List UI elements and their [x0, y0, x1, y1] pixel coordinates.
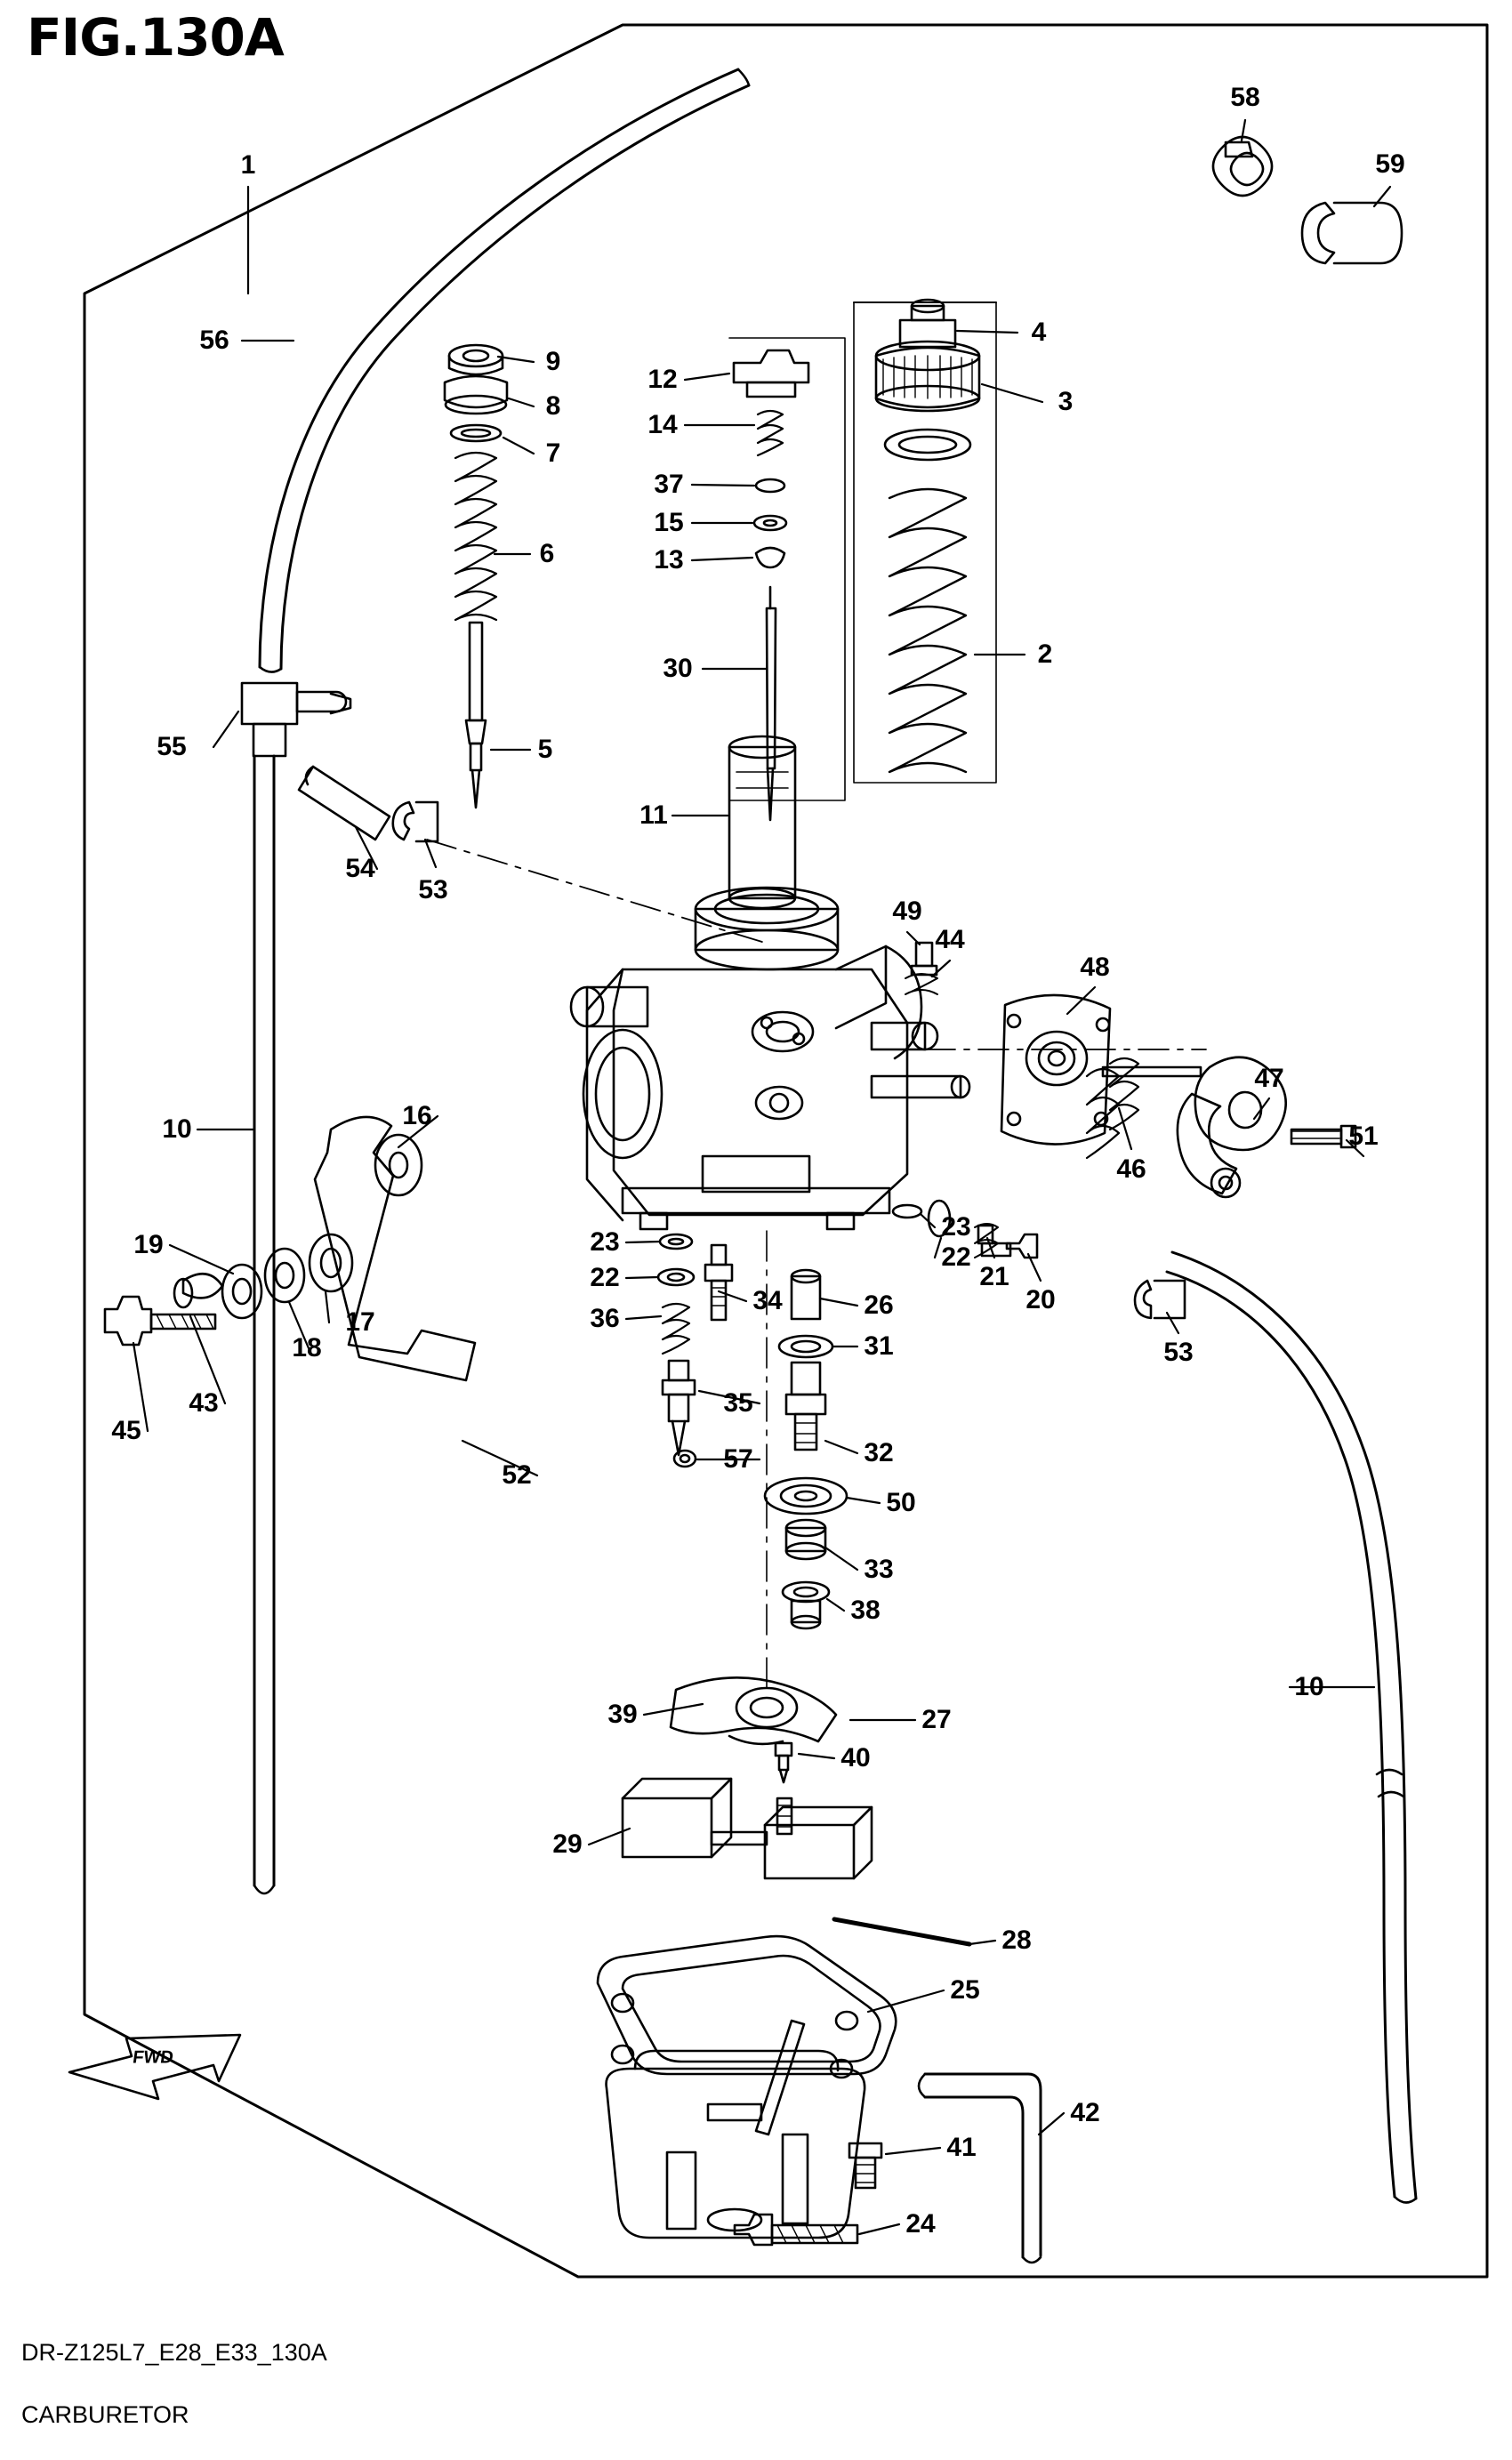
callout-number: 36 [590, 1304, 620, 1333]
callout-number: 27 [921, 1705, 952, 1734]
callout-number: 6 [539, 539, 555, 568]
callout-number: 31 [864, 1331, 894, 1361]
callout-number: 4 [1031, 318, 1047, 347]
callout-number: 30 [663, 654, 693, 683]
callout-number: 59 [1375, 149, 1405, 179]
callout-number: 52 [502, 1460, 532, 1490]
callout-number: 33 [864, 1555, 894, 1584]
callout-number: 8 [545, 391, 561, 421]
callout-number: 12 [647, 365, 678, 394]
callout-number: 43 [189, 1388, 219, 1418]
callout-number: 1 [240, 150, 256, 180]
callout-number: 23 [590, 1227, 620, 1257]
callout-number: 46 [1116, 1154, 1146, 1184]
callout-number: 32 [864, 1438, 894, 1467]
callout-number: 34 [752, 1286, 783, 1315]
callout-number: 21 [979, 1262, 1009, 1291]
callout-number: 20 [1025, 1285, 1056, 1314]
figure-name: CARBURETOR [21, 2401, 189, 2428]
callout-number: 53 [418, 875, 448, 904]
callout-number: 58 [1230, 83, 1260, 112]
callout-number: 49 [892, 896, 922, 926]
figure-code: DR-Z125L7_E28_E33_130A [21, 2339, 327, 2366]
callout-number: 28 [1001, 1925, 1032, 1955]
callout-number: 53 [1163, 1338, 1194, 1367]
callout-number: 23 [941, 1212, 971, 1242]
callout-number: 25 [950, 1975, 980, 2005]
callout-number: 41 [946, 2133, 977, 2162]
callout-number: 55 [157, 732, 187, 761]
callout-number: 51 [1348, 1121, 1379, 1151]
callout-number: 54 [345, 854, 375, 883]
frame-outline [84, 25, 1487, 2277]
callout-number: 48 [1080, 953, 1110, 982]
callout-number: 35 [723, 1388, 753, 1418]
callout-number: 5 [537, 735, 553, 764]
callout-number: 13 [654, 545, 684, 575]
callout-number: 3 [1058, 387, 1074, 416]
callout-number: 11 [639, 800, 668, 830]
page-title: FIG.130A [27, 7, 284, 68]
callout-number: 19 [133, 1230, 164, 1259]
callout-number: 22 [941, 1242, 971, 1272]
callout-number: 10 [162, 1114, 192, 1144]
callout-number: 40 [840, 1743, 871, 1773]
callout-number: 47 [1254, 1064, 1284, 1093]
callout-number: 45 [111, 1416, 141, 1445]
callout-number: 29 [552, 1829, 583, 1859]
callout-number: 37 [654, 470, 684, 499]
callout-number: 15 [654, 508, 684, 537]
callout-number: 18 [292, 1333, 322, 1363]
callout-number: 42 [1070, 2098, 1100, 2127]
callout-number: 9 [545, 347, 561, 376]
fwd-direction-label: FWD [131, 2047, 175, 2068]
callout-number: 7 [545, 438, 561, 468]
callout-number: 10 [1294, 1672, 1324, 1701]
callout-number: 56 [199, 326, 229, 355]
callout-number: 16 [402, 1101, 432, 1130]
callout-number: 22 [590, 1263, 620, 1292]
callout-number: 57 [723, 1444, 753, 1474]
callout-number: 44 [935, 925, 965, 954]
callout-number: 39 [607, 1700, 638, 1729]
callout-number: 24 [905, 2209, 936, 2239]
callout-number: 26 [864, 1290, 894, 1320]
callout-number: 50 [886, 1488, 916, 1517]
callout-number: 17 [345, 1307, 375, 1337]
callout-number: 2 [1037, 639, 1053, 669]
callout-number: 38 [850, 1596, 881, 1625]
callout-number: 14 [647, 410, 678, 439]
